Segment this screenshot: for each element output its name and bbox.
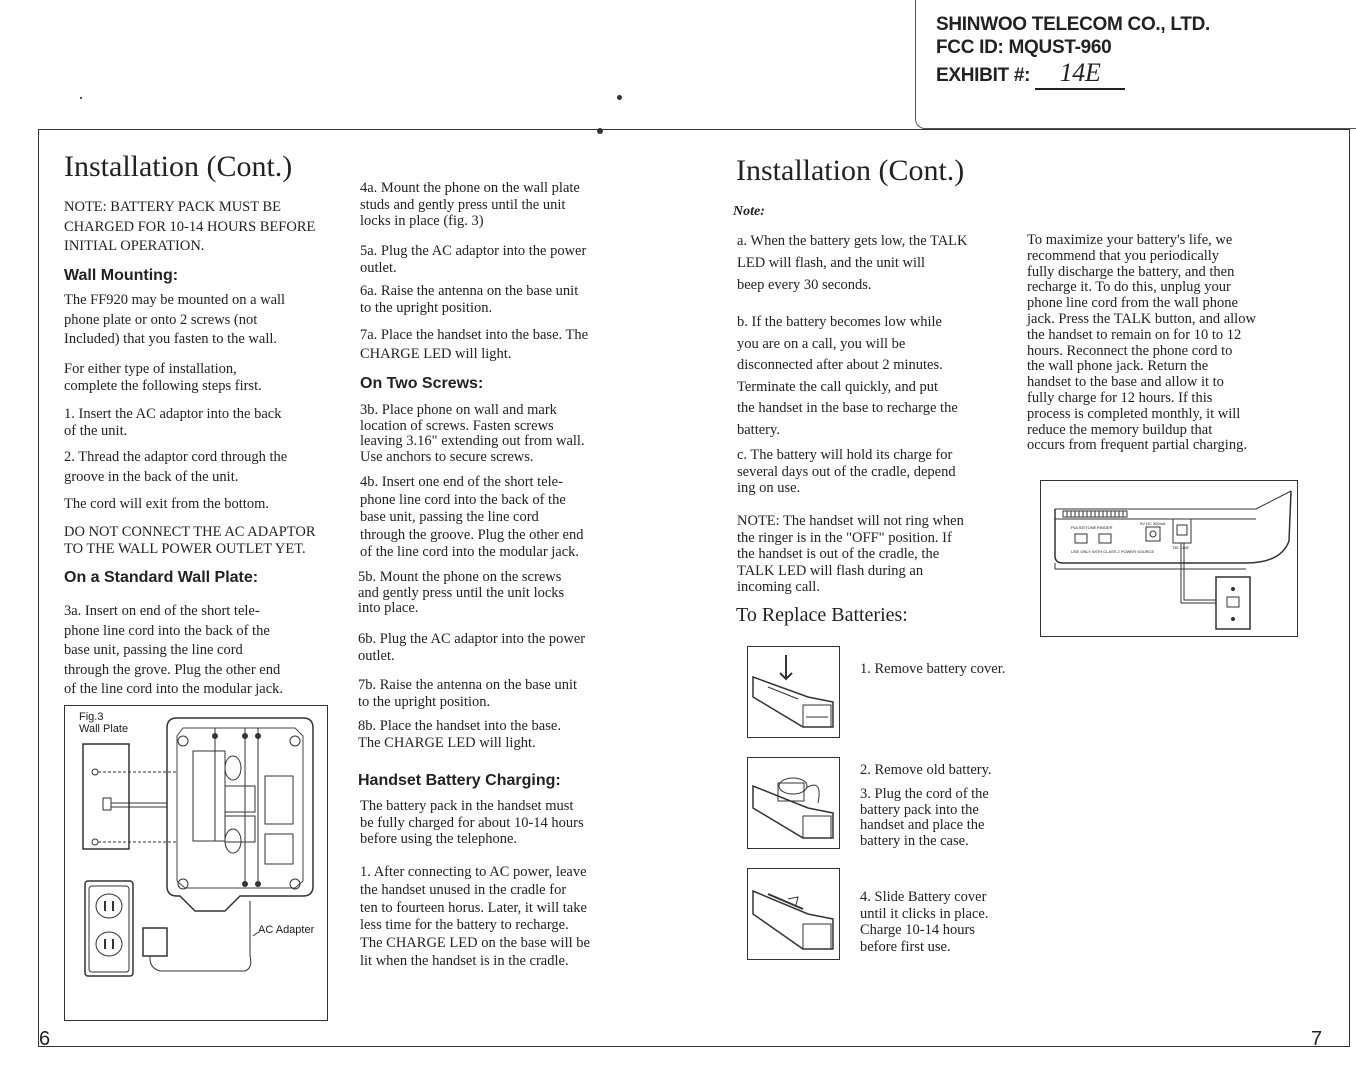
line: 6b. Plug the AC adaptor into the power <box>358 631 586 647</box>
company-name: SHINWOO TELECOM CO., LTD. <box>936 14 1210 35</box>
line: NOTE: BATTERY PACK MUST BE <box>64 199 281 215</box>
line: the handset to remain on for 10 to 12 <box>1027 326 1242 343</box>
step-4a <box>360 180 650 230</box>
line: The CHARGE LED will light. <box>358 734 536 751</box>
line: of the line cord into the modular jack. <box>64 681 284 697</box>
line: through the groove. Plug the other end <box>360 526 584 543</box>
line: outlet. <box>360 259 397 276</box>
line: phone line cord into the back of the <box>360 491 566 508</box>
line: 4a. Mount the phone on the wall plate <box>360 180 580 196</box>
two-screws-heading: On Two Screws: <box>360 375 484 392</box>
right-page-title: Installation (Cont.) <box>736 154 965 187</box>
handset-battery-drawing <box>748 758 838 847</box>
fig3-sublabel: Wall Plate <box>79 723 129 735</box>
line: NOTE: The handset will not ring when <box>737 513 964 529</box>
handset-battery-charging-heading: Handset Battery Charging: <box>358 772 561 789</box>
replace-step-1: 1. Remove battery cover. <box>860 661 1006 677</box>
line: to the upright position. <box>360 299 493 316</box>
line: of the unit. <box>64 422 128 439</box>
line: 5a. Plug the AC adaptor into the power <box>360 243 587 259</box>
line: 4b. Insert one end of the short tele- <box>360 474 563 490</box>
wall-mounting-heading: Wall Mounting: <box>64 267 179 284</box>
handset-cover-drawing <box>748 647 838 736</box>
line: before first use. <box>860 938 951 955</box>
line: into place. <box>358 600 419 616</box>
line: you are on a call, you will be <box>737 335 906 352</box>
line: incoming call. <box>737 579 820 595</box>
left-page-number: 6 <box>39 1028 51 1050</box>
line: Included) that you fasten to the wall. <box>64 331 278 347</box>
line: TO THE WALL POWER OUTLET YET. <box>64 540 306 557</box>
base-label-power: 9V DC 300mA <box>1140 521 1166 526</box>
line: until it clicks in place. <box>860 905 989 922</box>
do-not-connect-warning <box>64 524 354 557</box>
line: lit when the handset is in the cradle. <box>360 952 569 969</box>
note-a <box>737 230 1017 296</box>
note-c <box>737 447 1017 497</box>
line: To maximize your battery's life, we <box>1027 232 1233 248</box>
replace-batteries-heading: To Replace Batteries: <box>736 604 908 626</box>
line: hours. Reconnect the phone cord to <box>1027 342 1233 359</box>
step-7b <box>358 677 648 710</box>
right-page-number: 7 <box>1311 1028 1323 1050</box>
line: 3b. Place phone on wall and mark <box>360 402 557 418</box>
wall-mounting-text <box>64 291 354 350</box>
line: phone plate or onto 2 screws (not <box>64 311 258 328</box>
line: the handset in the base to recharge the <box>737 400 958 416</box>
line: fully charge for 12 hours. If this <box>1027 389 1213 406</box>
battery-step2-illustration <box>747 757 840 849</box>
note-b <box>737 312 1017 441</box>
line: 7b. Raise the antenna on the base unit <box>358 677 578 693</box>
step-5a <box>360 243 650 276</box>
line: The battery pack in the handset must <box>360 798 574 814</box>
fig3-label: Fig.3 <box>79 711 104 723</box>
line: before using the telephone. <box>360 831 518 847</box>
step-2 <box>64 448 354 487</box>
line: CHARGED FOR 10-14 HOURS BEFORE <box>64 218 316 235</box>
handset-slide-cover-drawing <box>748 869 838 958</box>
line: process is completed monthly, it will <box>1027 405 1241 422</box>
step-6a <box>360 283 650 316</box>
replace-step-4 <box>860 889 1030 955</box>
line: groove in the back of the unit. <box>64 468 239 485</box>
line: a. When the battery gets low, the TALK <box>737 233 968 249</box>
line: The CHARGE LED on the base will be <box>360 935 590 952</box>
ac-adapter-label: AC Adapter <box>258 924 315 936</box>
exhibit-label: EXHIBIT #: <box>936 65 1031 86</box>
line: of the line cord into the modular jack. <box>360 544 580 560</box>
line: the handset is out of the cradle, the <box>737 546 940 562</box>
fcc-id: FCC ID: MQUST-960 <box>936 37 1112 58</box>
exhibit-line <box>936 58 1125 90</box>
line: the ringer is in the "OFF" position. If <box>737 529 952 546</box>
line: less time for the battery to recharge. <box>360 917 569 934</box>
line: beep every 30 seconds. <box>737 277 872 293</box>
line: 1. Insert the AC adaptor into the back <box>64 406 282 422</box>
step-1 <box>64 406 354 439</box>
maximize-battery-life-text <box>1027 233 1317 454</box>
base-label-ringer: RINGER <box>1097 525 1113 530</box>
line: phone line cord from the wall phone <box>1027 295 1238 312</box>
line: 7a. Place the handset into the base. The <box>360 327 589 343</box>
line: locks in place (fig. 3) <box>360 213 484 229</box>
line: 6a. Raise the antenna on the base unit <box>360 283 579 299</box>
line: Use anchors to secure screws. <box>360 448 534 465</box>
battery-step4-illustration <box>747 868 840 960</box>
line: 8b. Place the handset into the base. <box>358 718 561 734</box>
line: base unit, passing the line cord <box>360 509 539 525</box>
note-heading: Note: <box>733 204 765 219</box>
replace-step-3 <box>860 787 1030 849</box>
line: Terminate the call quickly, and put <box>737 378 938 395</box>
standard-wall-plate-heading: On a Standard Wall Plate: <box>64 569 259 586</box>
line: outlet. <box>358 647 395 664</box>
line: recharge it. To do this, unplug your <box>1027 279 1231 296</box>
exhibit-value: 14E <box>1035 58 1125 90</box>
either-type-text <box>64 361 354 394</box>
line: INITIAL OPERATION. <box>64 238 205 254</box>
step-6b <box>358 631 648 664</box>
line: handset to the base and allow it to <box>1027 374 1224 391</box>
line: to the upright position. <box>358 693 491 710</box>
base-label-power-source: USE ONLY WITH CLASS 2 POWER SOURCE <box>1071 549 1155 554</box>
base-label-tel-line: TEL LINE <box>1172 545 1190 550</box>
line: TALK LED will flash during an <box>737 562 924 579</box>
line: 4. Slide Battery cover <box>860 889 987 905</box>
cord-exit-text: The cord will exit from the bottom. <box>64 496 269 512</box>
fig3-caption <box>79 711 128 735</box>
step-8b <box>358 718 648 751</box>
line: complete the following steps first. <box>64 377 262 394</box>
line: leaving 3.16" extending out from wall. <box>360 433 585 449</box>
line: The FF920 may be mounted on a wall <box>64 292 286 308</box>
step-3a <box>64 602 354 700</box>
line: and gently press until the unit locks <box>358 584 565 601</box>
line: several days out of the cradle, depend <box>737 463 956 480</box>
base-label-pulse-tone: PULSE/TONE <box>1071 525 1097 530</box>
line: 3. Plug the cord of the <box>860 786 989 802</box>
line: For either type of installation, <box>64 361 237 377</box>
scan-speck <box>80 97 82 99</box>
line: studs and gently press until the unit <box>360 196 566 213</box>
line: 3a. Insert on end of the short tele- <box>64 603 260 619</box>
step-7a <box>360 327 650 362</box>
step-4b <box>360 474 650 562</box>
line: the wall phone jack. Return the <box>1027 358 1209 375</box>
battery-note <box>64 198 354 257</box>
line: Charge 10-14 hours <box>860 922 975 938</box>
line: reduce the memory buildup that <box>1027 421 1213 438</box>
line: ing on use. <box>737 480 801 496</box>
line: 5b. Mount the phone on the screws <box>358 569 562 585</box>
line: disconnected after about 2 minutes. <box>737 357 943 373</box>
replace-step-2: 2. Remove old battery. <box>860 762 992 778</box>
base-unit-drawing <box>1041 481 1296 635</box>
line: be fully charged for about 10-14 hours <box>360 814 584 831</box>
line: jack. Press the TALK button, and allow <box>1027 310 1256 327</box>
line: battery pack into the <box>860 801 979 818</box>
step-5b <box>358 570 648 617</box>
step-3b <box>360 403 650 465</box>
line: c. The battery will hold its charge for <box>737 447 953 463</box>
line: battery in the case. <box>860 832 969 849</box>
line: location of screws. Fasten screws <box>360 417 554 434</box>
line: recommend that you periodically <box>1027 247 1220 264</box>
line: ten to fourteen horus. Later, it will take <box>360 899 587 916</box>
left-page-title: Installation (Cont.) <box>64 150 293 183</box>
base-unit-back-illustration <box>1040 480 1298 637</box>
line: phone line cord into the back of the <box>64 622 270 639</box>
line: DO NOT CONNECT THE AC ADAPTOR <box>64 524 316 540</box>
line: LED will flash, and the unit will <box>737 255 926 271</box>
line: CHARGE LED will light. <box>360 345 512 362</box>
line: fully discharge the battery, and then <box>1027 263 1235 280</box>
line: b. If the battery becomes low while <box>737 314 942 330</box>
fig3-wall-plate-illustration <box>64 705 328 1021</box>
battery-charging-text <box>360 798 650 848</box>
line: base unit, passing the line cord <box>64 642 243 658</box>
fig3-drawing <box>65 706 326 1019</box>
line: the handset unused in the cradle for <box>360 881 567 898</box>
line: 2. Thread the adaptor cord through the <box>64 449 288 465</box>
battery-step-1 <box>360 864 650 971</box>
line: through the grove. Plug the other end <box>64 661 281 678</box>
line: battery. <box>737 421 780 438</box>
ringer-note <box>737 513 1017 596</box>
line: handset and place the <box>860 817 985 833</box>
line: occurs from frequent partial charging. <box>1027 437 1247 454</box>
line: 1. After connecting to AC power, leave <box>360 864 587 880</box>
battery-step1-illustration <box>747 646 840 738</box>
scan-speck <box>617 95 622 100</box>
